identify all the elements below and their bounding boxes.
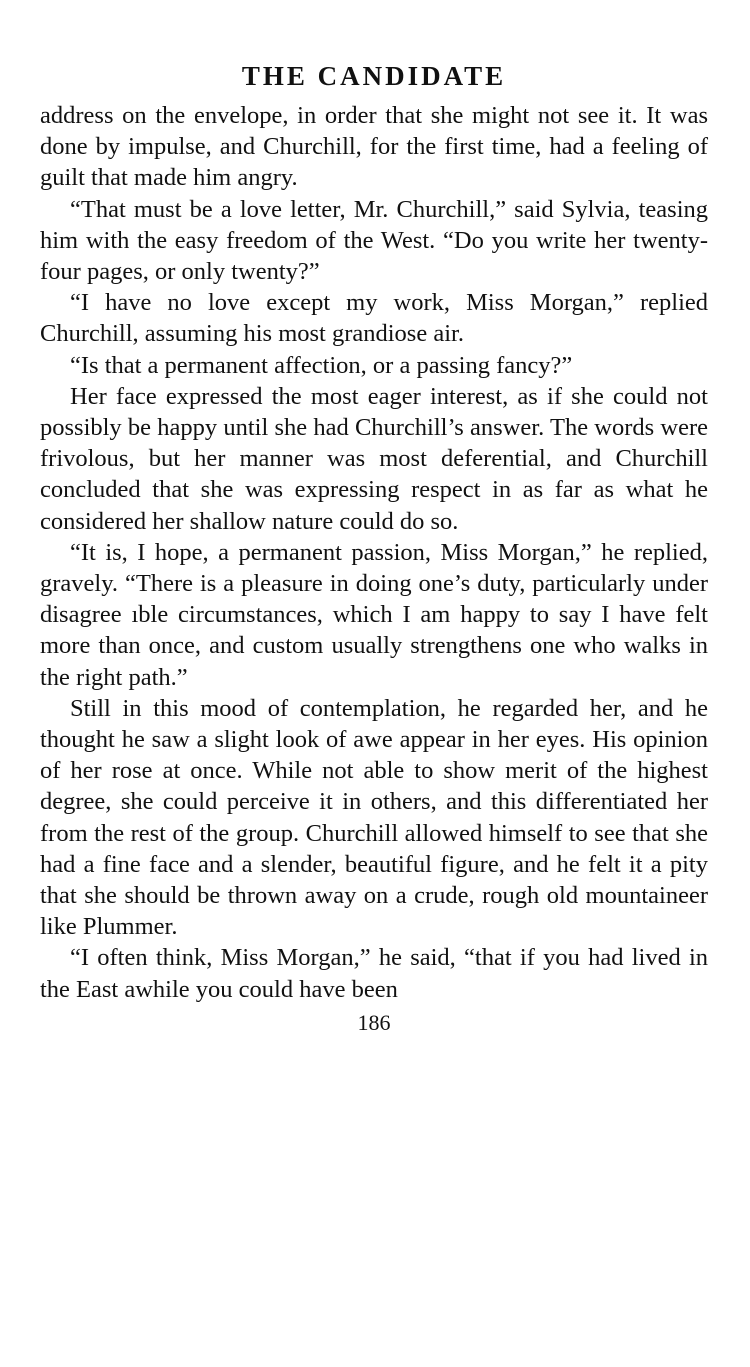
paragraph: “That must be a love letter, Mr. Churchill,” said Sylvia, teasing him with the easy freedom of the West. “Do you write her twenty-four pages, or only twenty?”: [40, 195, 708, 286]
paragraph-continuation: address on the envelope, in order that she might not see it. It was done by impulse, and Churchill, for the first time, had a feeling of guilt that made him angry.: [40, 102, 708, 192]
paragraph: “It is, I hope, a permanent passion, Miss Morgan,” he replied, gravely. “There is a pleasure in doing one’s duty, particularly under disagree ıble circumstances, which I am happy to say I have felt more than once, and custom usually strengthens one who walks in the right path.”: [40, 538, 708, 691]
paragraph: “I often think, Miss Morgan,” he said, “that if you had lived in the East awhile you could have been: [40, 944, 708, 1003]
paragraph: Still in this mood of contemplation, he regarded her, and he thought he saw a slight look of awe appear in her eyes. His opinion of her rose at once. While not able to show merit of the highest degree, she could perceive it in others, and this differentiated her from the rest of the group. Churchill allowed himself to see that she had a fine face and a slender, beautiful figure, and he felt it a pity that she should be thrown away on a crude, rough old mountaineer like Plummer.: [40, 694, 708, 941]
paragraph: “Is that a permanent affection, or a passing fancy?”: [70, 351, 573, 379]
running-head: THE CANDIDATE: [241, 61, 507, 91]
book-page: [40, 60, 708, 1037]
paragraph: Her face expressed the most eager interest, as if she could not possibly be happy until she had Churchill’s answer. The words were frivolous, but her manner was most deferential, and Churchill concluded that she was expressing respect in as far as what he considered her shallow nature could do so.: [40, 382, 708, 535]
paragraph: “I have no love except my work, Miss Morgan,” replied Churchill, assuming his most grandiose air.: [40, 289, 708, 348]
page-number: 186: [357, 1009, 391, 1035]
